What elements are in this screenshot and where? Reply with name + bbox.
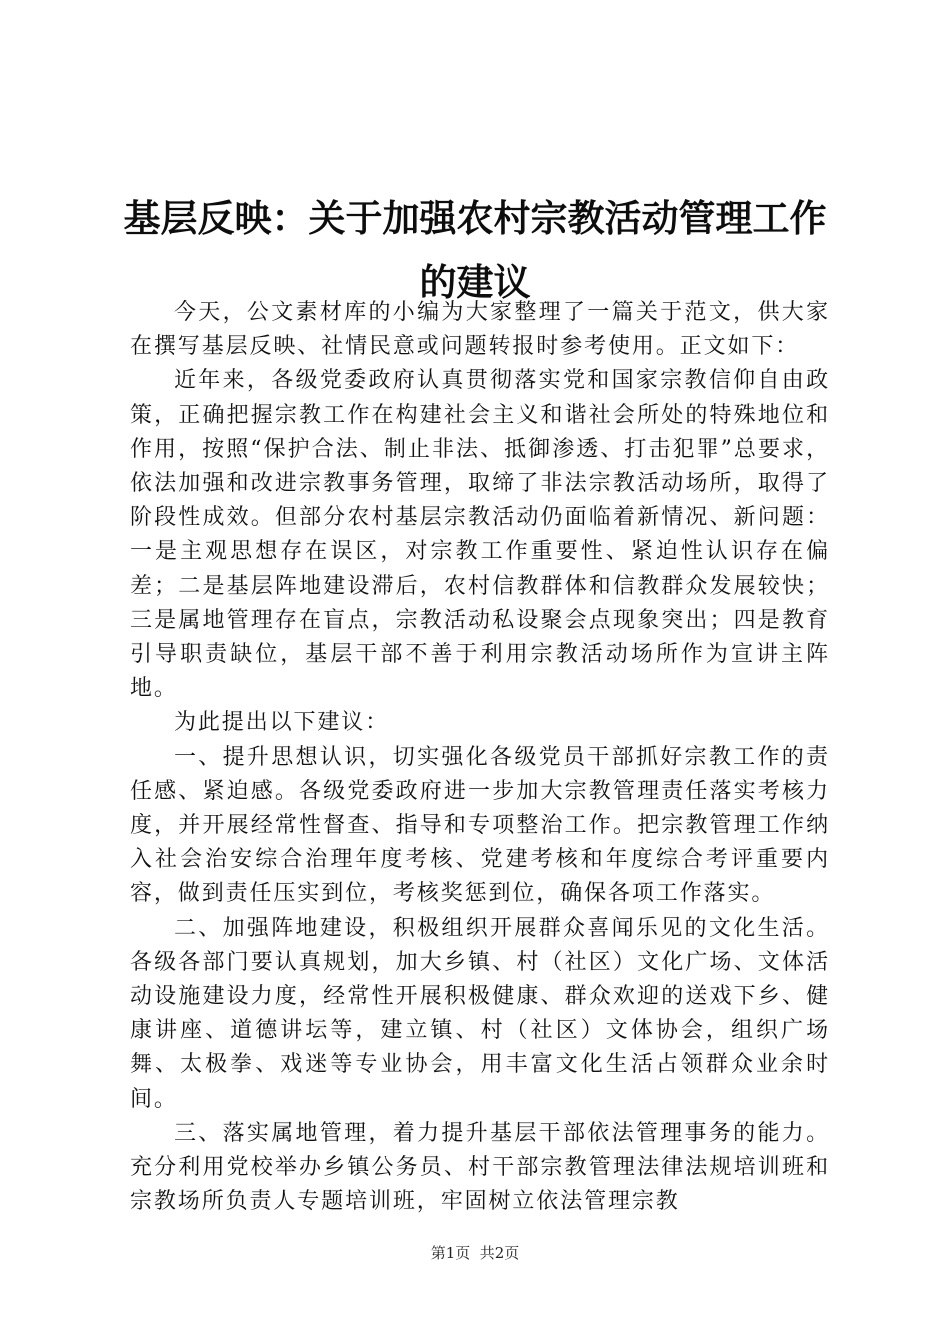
suggestions-lead-paragraph: 为此提出以下建议： xyxy=(174,710,390,736)
suggestion-three-paragraph: 三、落实属地管理，着力提升基层干部依法管理事务的能力。充分利用党校举办乡镇公务员、村干部宗教管理法律法规培训班和宗教场所负责人专题培训班，牢固树立依法管理宗教 xyxy=(130,1120,830,1215)
document-title: 基层反映：关于加强农村宗教活动管理工作的建议 xyxy=(123,196,827,304)
document-body xyxy=(130,296,830,1219)
page-footer xyxy=(0,1243,950,1263)
page-number-label: 第1页 共2页 xyxy=(430,1244,520,1262)
intro-paragraph: 今天，公文素材库的小编为大家整理了一篇关于范文，供大家在撰写基层反映、社情民意或问题转报时参考使用。正文如下： xyxy=(130,300,830,360)
suggestion-one-paragraph: 一、提升思想认识，切实强化各级党员干部抓好宗教工作的责任感、紧迫感。各级党委政府进一步加大宗教管理责任落实考核力度，并开展经常性督查、指导和专项整治工作。把宗教管理工作纳入社会治安综合治理年度考核、党建考核和年度综合考评重要内容，做到责任压实到位，考核奖惩到位，确保各项工作落实。 xyxy=(130,744,830,907)
background-paragraph: 近年来，各级党委政府认真贯彻落实党和国家宗教信仰自由政策，正确把握宗教工作在构建社会主义和谐社会所处的特殊地位和作用，按照“保护合法、制止非法、抵御渗透、打击犯罪”总要求，依法加强和改进宗教事务管理，取缔了非法宗教活动场所，取得了阶段性成效。但部分农村基层宗教活动仍面临着新情况、新问题：一是主观思想存在误区，对宗教工作重要性、紧迫性认识存在偏差；二是基层阵地建设滞后，农村信教群体和信教群众发展较快；三是属地管理存在盲点，宗教活动私设聚会点现象突出；四是教育引导职责缺位，基层干部不善于利用宗教活动场所作为宣讲主阵地。 xyxy=(130,368,830,702)
suggestion-two-paragraph: 二、加强阵地建设，积极组织开展群众喜闻乐见的文化生活。各级各部门要认真规划，加大乡镇、村（社区）文化广场、文体活动设施建设力度，经常性开展积极健康、群众欢迎的送戏下乡、健康讲座、道德讲坛等，建立镇、村（社区）文体协会，组织广场舞、太极拳、戏迷等专业协会，用丰富文化生活占领群众业余时间。 xyxy=(130,915,830,1112)
